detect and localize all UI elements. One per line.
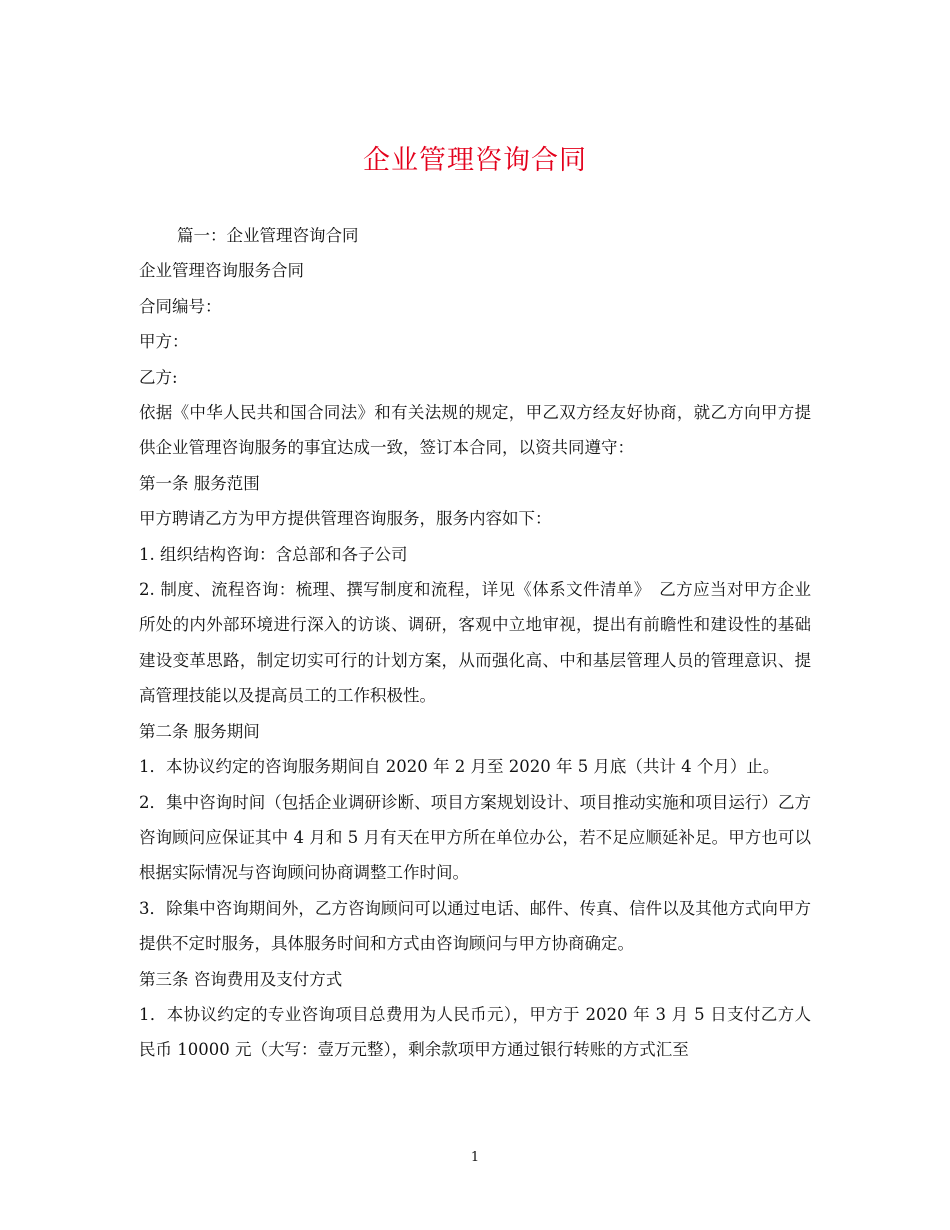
article-2-item-1: 1．本协议约定的咨询服务期间自 2020 年 2 月至 2020 年 5 月底（共计 4 个月）止。 [139,757,780,777]
page-number: 1 [470,1150,480,1165]
party-a-label: 甲方： [139,332,189,352]
article-1-intro: 甲方聘请乙方为甲方提供管理咨询服务，服务内容如下： [139,509,552,529]
contract-number-label: 合同编号： [139,296,222,316]
article-1-item-2: 2. 制度、流程咨询：梳理、撰写制度和流程，详见《体系文件清单》 乙方应当对甲方企业所处的内外部环境进行深入的访谈、调研，客观中立地审视，提出有前瞻性和建设性的基础建设变革思路，制定切实可行的计划方案，从而强化高、中和基层管理人员的管理意识、提高管理技能以及提高员工的工作积极性。 [139,580,811,706]
document-body [139,218,811,1068]
preamble-paragraph: 依据《中华人民共和国合同法》和有关法规的规定，甲乙双方经友好协商，就乙方向甲方提供企业管理咨询服务的事宜达成一致，签订本合同，以资共同遵守： [139,403,811,458]
section-heading: 篇一：企业管理咨询合同 [177,226,359,245]
article-1-heading: 第一条 服务范围 [139,473,260,493]
article-2-item-3: 3．除集中咨询期间外，乙方咨询顾问可以通过电话、邮件、传真、信件以及其他方式向甲方提供不定时服务，具体服务时间和方式由咨询顾问与甲方协商确定。 [139,898,811,954]
article-3-heading: 第三条 咨询费用及支付方式 [139,969,343,989]
article-1-item-1: 1. 组织结构咨询：含总部和各子公司 [139,544,408,564]
document-title: 企业管理咨询合同 [363,145,587,176]
article-2-item-2: 2．集中咨询时间（包括企业调研诊断、项目方案规划设计、项目推动实施和项目运行）乙方咨询顾问应保证其中 4 月和 5 月有天在甲方所在单位办公，若不足应顺延补足。甲方也可以根据实际情况与咨询顾问协商调整工作时间。 [139,792,811,883]
article-2-heading: 第二条 服务期间 [139,721,260,741]
article-3-item-1: 1．本协议约定的专业咨询项目总费用为人民币元），甲方于 2020 年 3 月 5 日支付乙方人民币 10000 元（大写：壹万元整），剩余款项甲方通过银行转账的方式汇至 [139,1004,811,1060]
party-b-label: 乙方: [139,367,178,387]
contract-name: 企业管理咨询服务合同 [139,261,304,281]
